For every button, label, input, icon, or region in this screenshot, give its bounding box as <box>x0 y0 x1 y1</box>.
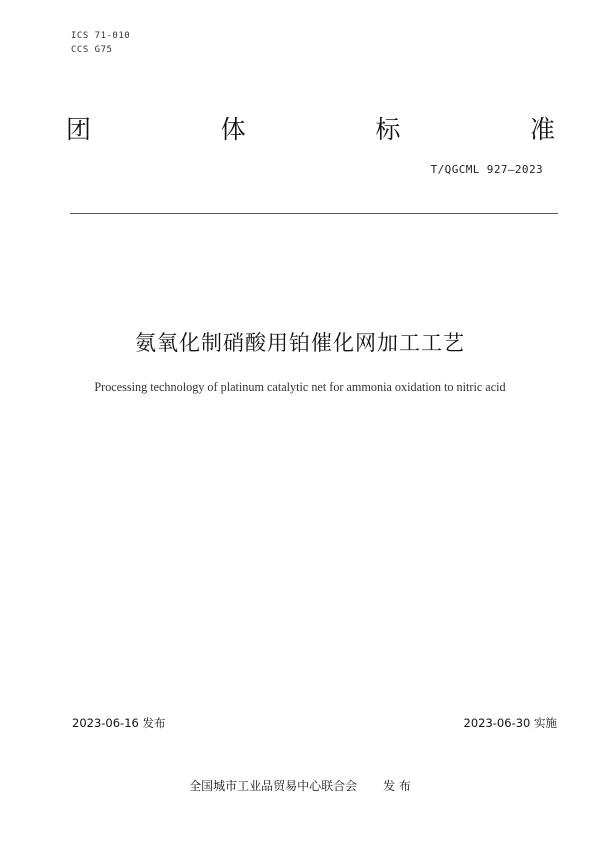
standard-type-char: 准 <box>529 115 555 144</box>
implementation-date: 2023-06-30 实施 <box>463 716 557 730</box>
header-divider <box>70 213 558 214</box>
standard-type-char: 体 <box>220 115 246 144</box>
publish-date: 2023-06-16 发布 <box>72 716 166 730</box>
ics-code: ICS 71-010 <box>71 31 131 41</box>
ccs-code: CCS G75 <box>71 45 113 55</box>
standard-type-char: 标 <box>375 115 401 144</box>
issuer-line <box>0 777 600 795</box>
date-row <box>72 715 557 731</box>
classification-codes <box>71 29 130 57</box>
issuer-action: 发 布 <box>383 779 411 793</box>
standard-type-heading <box>66 114 555 146</box>
issuer-name: 全国城市工业品贸易中心联合会 <box>189 779 358 793</box>
standard-type-char: 团 <box>66 115 92 144</box>
document-title-english: Processing technology of platinum catalytic net for ammonia oxidation to nitric acid <box>94 380 506 394</box>
standard-number: T/QGCML 927—2023 <box>430 163 543 176</box>
document-title-chinese: 氨氧化制硝酸用铂催化网加工工艺 <box>135 331 465 355</box>
